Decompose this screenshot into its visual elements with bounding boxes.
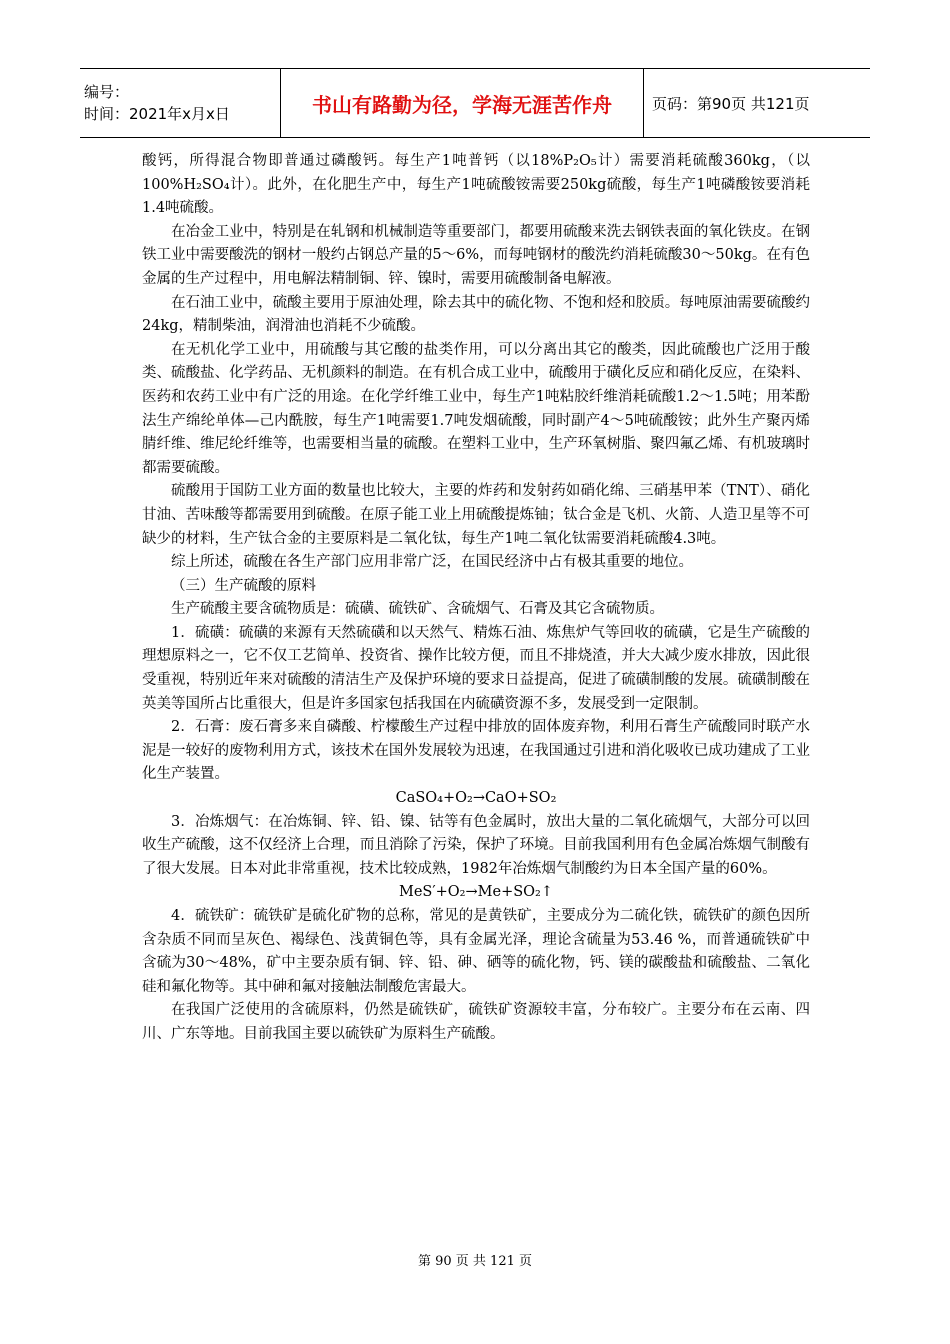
header-page-label: 页码：第90页 共121页 (652, 94, 810, 113)
header-motto-cell (281, 69, 644, 137)
header-meta (80, 69, 281, 137)
chemical-equation: CaSO₄+O₂→CaO+SO₂ (395, 790, 557, 807)
paragraph: 在冶金工业中，特别是在轧钢和机械制造等重要部门，都要用硫酸来洗去钢铁表面的氧化铁皮。在钢铁工业中需要酸洗的钢材一般约占钢总产量的5～6%，而每吨钢材的酸洗约消耗硫酸30～50kg。在有色金属的生产过程中，用电解法精制铜、锌、镍时，需要用硫酸制备电解液。 (142, 223, 810, 287)
number-label: 编号： (84, 83, 130, 101)
paragraph: 在石油工业中，硫酸主要用于原油处理，除去其中的硫化物、不饱和烃和胶质。每吨原油需要硫酸约24kg，精制柴油，润滑油也消耗不少硫酸。 (142, 294, 810, 335)
paragraph: 综上所述，硫酸在各生产部门应用非常广泛，在国民经济中占有极其重要的地位。 (171, 554, 693, 571)
header-page-cell (644, 69, 870, 137)
paragraph: 1．硫磺：硫磺的来源有天然硫磺和以天然气、精炼石油、炼焦炉气等回收的硫磺，它是生产硫酸的理想原料之一，它不仅工艺简单、投资省、操作比较方便，而且不排烧渣，并大大减少废水排放，因此很受重视，特别近年来对硫酸的清洁生产及保护环境的要求日益提高，促进了硫磺制酸的发展。硫磺制酸在英美等国所占比重很大，但是许多国家包括我国在内硫磺资源不多，发展受到一定限制。 (142, 624, 810, 712)
paragraph: 2．石膏：废石膏多来自磷酸、柠檬酸生产过程中排放的固体废弃物，利用石膏生产硫酸同时联产水泥是一较好的废物利用方式，该技术在国外发展较为迅速，在我国通过引进和消化吸收已成功建成了工业化生产装置。 (142, 719, 810, 783)
document-body (142, 150, 810, 1047)
paragraph: 在无机化学工业中，用硫酸与其它酸的盐类作用，可以分离出其它的酸类，因此硫酸也广泛用于酸类、硫酸盐、化学药品、无机颜料的制造。在有机合成工业中，硫酸用于磺化反应和硝化反应，在染料、医药和农药工业中有广泛的用途。在化学纤维工业中，每生产1吨粘胶纤维消耗硫酸1.2～1.5吨；用苯酚法生产绵纶单体—己内酰胺，每生产1吨需要1.7吨发烟硫酸，同时副产4～5吨硫酸铵；此外生产聚丙烯腈纤维、维尼纶纤维等，也需要相当量的硫酸。在塑料工业中，生产环氧树脂、聚四氟乙烯、有机玻璃时都需要硫酸。 (142, 341, 810, 476)
paragraph: 硫酸用于国防工业方面的数量也比较大，主要的炸药和发射药如硝化绵、三硝基甲苯（TNT）、硝化甘油、苦味酸等都需要用到硫酸。在原子能工业上用硫酸提炼铀；钛合金是飞机、火箭、人造卫星等不可缺少的材料，生产钛合金的主要原料是二氧化钛，每生产1吨二氧化钛需要消耗硫酸4.3吨。 (142, 483, 810, 547)
footer-page-number: 第 90 页 共 121 页 (417, 1254, 533, 1269)
paragraph: 在我国广泛使用的含硫原料，仍然是硫铁矿，硫铁矿资源较丰富，分布较广。主要分布在云南、四川、广东等地。目前我国主要以硫铁矿为原料生产硫酸。 (142, 1002, 810, 1042)
time-label: 时间：2021年x月x日 (84, 105, 230, 123)
chemical-equation: MeS′+O₂→Me+SO₂↑ (398, 884, 553, 901)
header-motto: 书山有路勤为径，学海无涯苦作舟 (312, 92, 612, 117)
paragraph: 生产硫酸主要含硫物质是：硫磺、硫铁矿、含硫烟气、石膏及其它含硫物质。 (171, 601, 664, 618)
section-heading: （三）生产硫酸的原料 (171, 577, 316, 594)
paragraph: 酸钙，所得混合物即普通过磷酸钙。每生产1吨普钙（以18%P₂O₅计）需要消耗硫酸360kg，（以100%H₂SO₄计）。此外，在化肥生产中，每生产1吨硫酸铵需要250kg硫酸，每生产1吨磷酸铵要消耗1.4吨硫酸。 (142, 153, 810, 217)
page-header (80, 68, 870, 138)
paragraph: 3．冶炼烟气：在冶炼铜、锌、铅、镍、钴等有色金属时，放出大量的二氧化硫烟气，大部分可以回收生产硫酸，这不仅经济上合理，而且消除了污染，保护了环境。目前我国利用有色金属冶炼烟气制酸有了很大发展。日本对此非常重视，技术比较成熟，1982年冶炼烟气制酸约为日本全国产量的60%。 (142, 813, 810, 877)
paragraph: 4．硫铁矿：硫铁矿是硫化矿物的总称，常见的是黄铁矿，主要成分为二硫化铁，硫铁矿的颜色因所含杂质不同而呈灰色、褐绿色、浅黄铜色等，具有金属光泽，理论含硫量为53.46 %，而普通硫铁矿中含硫为30～48%，矿中主要杂质有铜、锌、铅、砷、硒等的硫化物，钙、镁的碳酸盐和硫酸盐、二氧化硅和氟化物等。其中砷和氟对接触法制酸危害最大。 (142, 908, 810, 995)
page-footer (0, 1250, 950, 1269)
